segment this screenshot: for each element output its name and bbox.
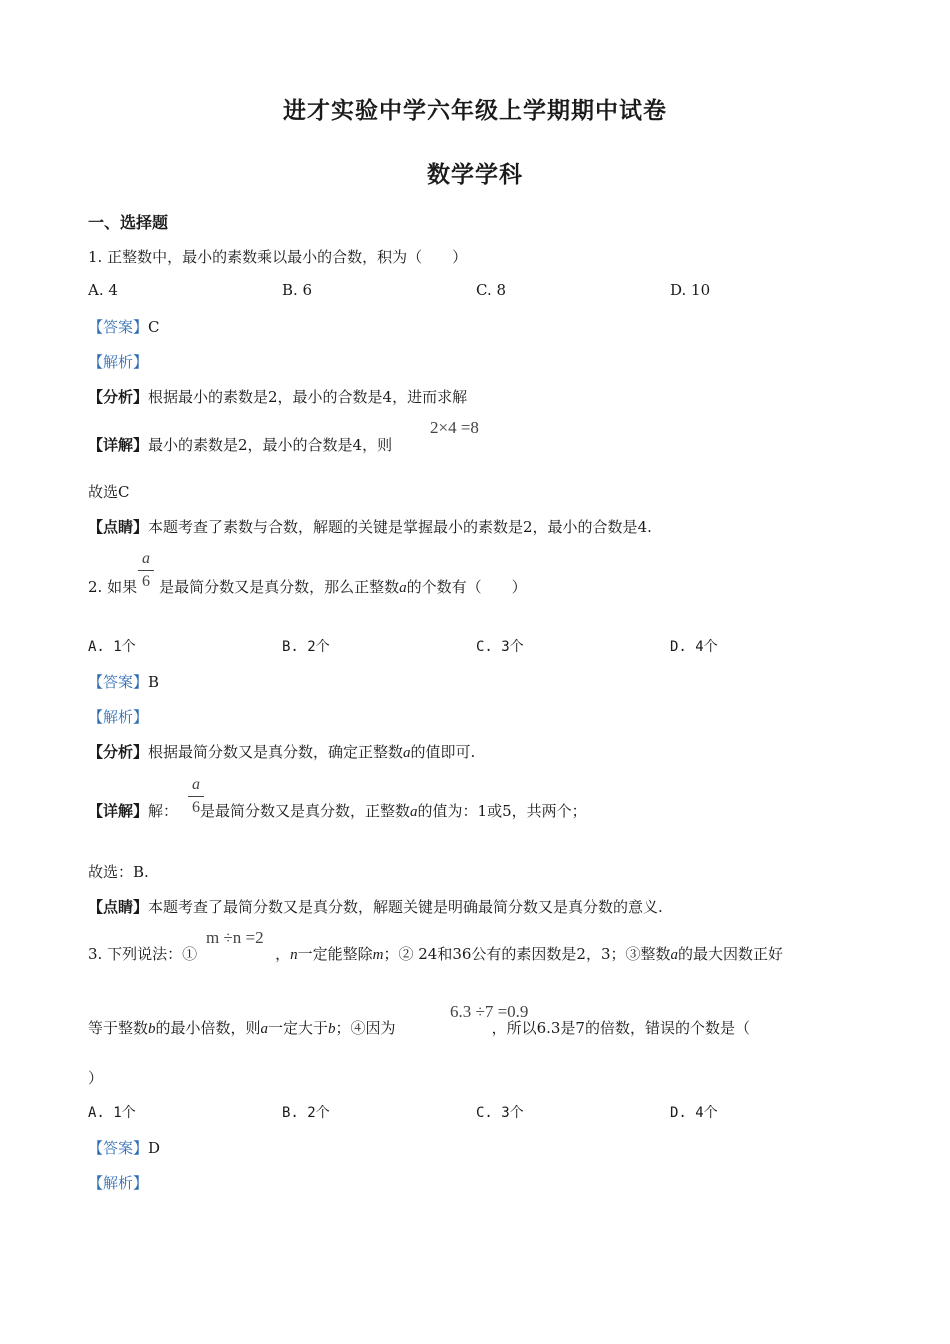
q2-xiangjie-tail: 的值为：1或5，共两个； bbox=[417, 802, 587, 820]
q3-stem-line3: ） bbox=[88, 1069, 104, 1087]
q1-fenxi-line bbox=[88, 386, 467, 407]
q2-fenxi-tail: 的值即可. bbox=[410, 743, 476, 761]
q1-jiexi-tag: 【解析】 bbox=[88, 353, 149, 371]
q1-xiangjie-line bbox=[88, 434, 392, 455]
var-b: b bbox=[328, 1021, 336, 1037]
fraction-numerator: a bbox=[142, 550, 150, 567]
q3-line2-a: 等于整数 bbox=[88, 1019, 149, 1037]
q1-dianjing: 本题考查了素数与合数，解题的关键是掌握最小的素数是2，最小的合数是4. bbox=[148, 518, 652, 536]
answer-tag: 【答案】 bbox=[88, 318, 149, 336]
q1-answer-line bbox=[88, 316, 160, 337]
xiangjie-tag: 【详解】 bbox=[88, 802, 149, 820]
q1-dianjing-line bbox=[88, 516, 652, 537]
q3-answer: D bbox=[148, 1139, 161, 1157]
q2-xiangjie-pre: 解： bbox=[148, 802, 179, 820]
q2-answer: B bbox=[148, 673, 160, 691]
var-a: a bbox=[410, 804, 418, 820]
var-b: b bbox=[148, 1021, 156, 1037]
var-a: a bbox=[670, 947, 678, 963]
q3-stem-line2 bbox=[88, 1017, 750, 1038]
var-m: m bbox=[372, 947, 384, 963]
q1-answer: C bbox=[148, 318, 160, 336]
q3-option-b: B. 2个 bbox=[282, 1105, 330, 1121]
q1-stem: 1. 正整数中，最小的素数乘以最小的合数，积为（ ） bbox=[88, 248, 468, 266]
fraction-denominator: 6 bbox=[192, 799, 200, 816]
answer-tag: 【答案】 bbox=[88, 1139, 149, 1157]
q3-line2-e: ，所以6.3是7的倍数，错误的个数是（ bbox=[491, 1019, 750, 1037]
q3-comma: ， bbox=[275, 945, 291, 963]
q2-answer-line bbox=[88, 671, 159, 692]
q3-part3: 的最大因数正好 bbox=[678, 945, 784, 963]
q3-answer-line bbox=[88, 1137, 160, 1158]
fraction-numerator: a bbox=[192, 776, 200, 793]
q3-jiexi-tag: 【解析】 bbox=[88, 1174, 149, 1192]
fenxi-tag: 【分析】 bbox=[88, 743, 149, 761]
xiangjie-tag: 【详解】 bbox=[88, 436, 149, 454]
q2-option-c: C. 3个 bbox=[476, 639, 524, 655]
q2-stem bbox=[88, 576, 527, 597]
q1-formula: 2×4 =8 bbox=[430, 418, 479, 437]
q2-dianjing: 本题考查了最简分数又是真分数，解题关键是明确最简分数又是真分数的意义. bbox=[148, 898, 663, 916]
var-a: a bbox=[260, 1021, 269, 1037]
q3-part2: ；② 24和36公有的素因数是2，3；③整数 bbox=[383, 945, 671, 963]
q3-part1: 一定能整除 bbox=[297, 945, 373, 963]
q2-fenxi: 根据最简分数又是真分数，确定正整数 bbox=[148, 743, 404, 761]
dianjing-tag: 【点睛】 bbox=[88, 898, 149, 916]
q2-stem-tail: 的个数有（ ） bbox=[406, 578, 527, 596]
q3-option-a: A. 1个 bbox=[88, 1105, 136, 1121]
q2-option-d: D. 4个 bbox=[670, 639, 718, 655]
q1-option-c: C. 8 bbox=[476, 281, 507, 299]
q2-dianjing-line bbox=[88, 896, 663, 917]
q2-stem-text: 是最简分数又是真分数，那么正整数 bbox=[159, 578, 400, 596]
q3-stem-prefix: 3. 下列说法：① bbox=[88, 945, 198, 963]
fenxi-tag: 【分析】 bbox=[88, 388, 149, 406]
q3-line2-d: ；④因为 bbox=[335, 1019, 396, 1037]
q2-stem-prefix: 2. 如果 bbox=[88, 578, 138, 596]
q2-xiangjie: 是最简分数又是真分数，正整数 bbox=[200, 802, 411, 820]
q3-formula-1: m ÷n =2 bbox=[206, 928, 264, 947]
fraction-denominator: 6 bbox=[142, 573, 150, 590]
answer-tag: 【答案】 bbox=[88, 673, 149, 691]
q3-formula-2: 6.3 ÷7 =0.9 bbox=[450, 1002, 529, 1021]
q3-line2-c: 一定大于 bbox=[268, 1019, 329, 1037]
q1-option-a: A. 4 bbox=[88, 281, 118, 299]
q1-guxuan: 故选C bbox=[88, 483, 130, 501]
var-n: n bbox=[290, 947, 298, 963]
page-title: 进才实验中学六年级上学期期中试卷 bbox=[283, 97, 667, 124]
var-a: a bbox=[403, 745, 411, 761]
section-heading: 一、选择题 bbox=[88, 213, 169, 232]
q2-option-b: B. 2个 bbox=[282, 639, 330, 655]
q3-option-d: D. 4个 bbox=[670, 1105, 718, 1121]
q2-jiexi-tag: 【解析】 bbox=[88, 708, 149, 726]
q3-line2-b: 的最小倍数，则 bbox=[155, 1019, 261, 1037]
dianjing-tag: 【点睛】 bbox=[88, 518, 149, 536]
page-subtitle: 数学学科 bbox=[427, 161, 523, 188]
q1-xiangjie: 最小的素数是2，最小的合数是4，则 bbox=[148, 436, 393, 454]
q3-option-c: C. 3个 bbox=[476, 1105, 524, 1121]
q3-stem-line1 bbox=[88, 943, 783, 964]
q1-option-b: B. 6 bbox=[282, 281, 313, 299]
q2-option-a: A. 1个 bbox=[88, 639, 136, 655]
q1-fenxi: 根据最小的素数是2，最小的合数是4，进而求解 bbox=[148, 388, 468, 406]
q2-guxuan: 故选：B. bbox=[88, 863, 149, 881]
q2-fenxi-line bbox=[88, 741, 475, 762]
q1-option-d: D. 10 bbox=[670, 281, 711, 299]
q2-xiangjie-line bbox=[88, 800, 587, 821]
var-a: a bbox=[399, 580, 407, 596]
